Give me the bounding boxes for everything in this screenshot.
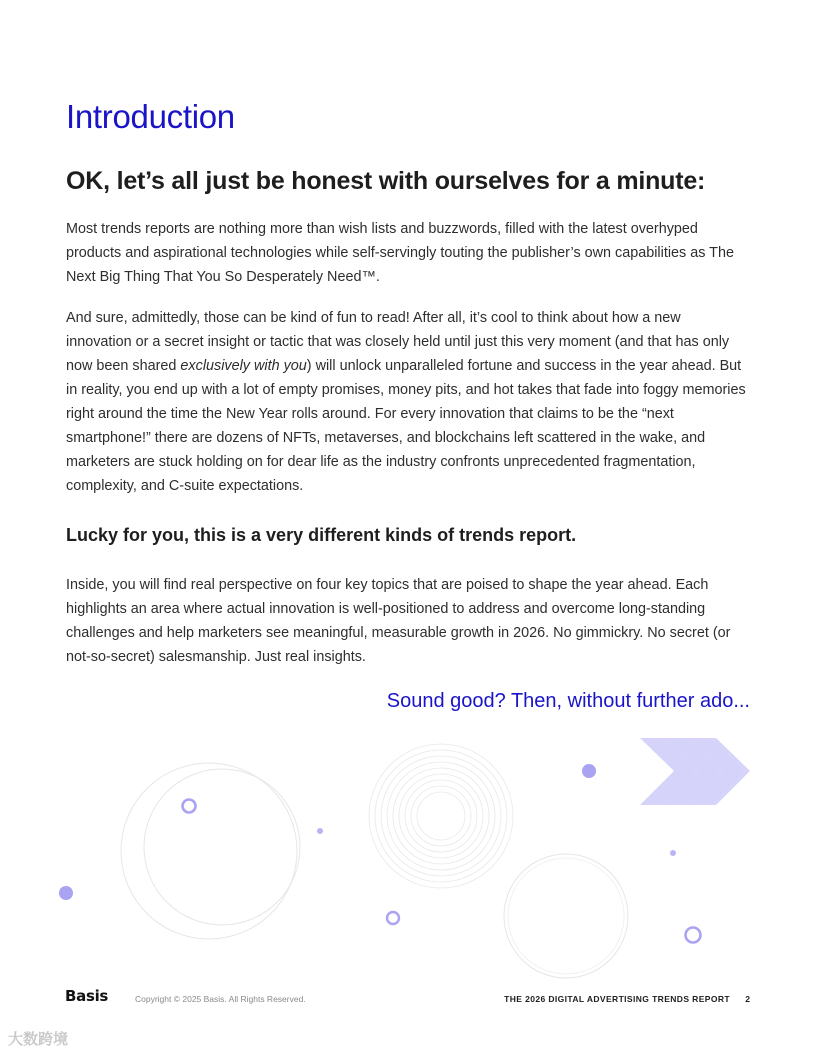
decor-ring-right: [504, 854, 628, 978]
page-number: 2: [745, 994, 750, 1004]
decor-chevrons: [640, 738, 750, 805]
decor-hollow-dot-2: [387, 912, 399, 924]
decor-ring-large-1: [121, 763, 297, 939]
cta-text: Sound good? Then, without further ado...: [386, 690, 750, 712]
decor-hollow-dot-1: [183, 800, 196, 813]
decor-ring-right-inner: [508, 858, 624, 974]
intro-subtitle: OK, let’s all just be honest with ourselves for a minute:: [66, 167, 706, 195]
paragraph-1: Most trends reports are nothing more than wish lists and buzzwords, filled with the latest overhyped products and aspirational technologies while self-servingly touting the publisher’s own capabilities as The Next Big Thing That You So Desperately Need™.: [66, 221, 734, 285]
paragraph-3: Inside, you will find real perspective on four key topics that are poised to shape the year ahead. Each highlights an area where actual innovation is well-positioned to address and overcome long-standing challenges and help marketers see meaningful, measurable growth in 2026. No gimmickry. No secret (or not-so-secret) salesmanship. Just real insights.: [66, 577, 731, 665]
decor-dot-2: [317, 828, 323, 834]
paragraph-2-part-b: ) will unlock unparalleled fortune and success in the year ahead. But in reality, you end up with a lot of empty promises, money pits, and hot takes that fade into foggy memories right around the time the New Year rolls around. For every innovation that claims to be the “next smartphone!” there are dozens of NFTs, metaverses, and blockchains left scattered in the wake, and marketers are stuck holding on for dear life as the industry confronts unprecedented fragmentation, complexity, and C-suite expectations.: [66, 358, 746, 494]
watermark: 大数跨境: [8, 1031, 69, 1048]
paragraph-2-emphasis: exclusively with you: [180, 358, 307, 374]
decor-dot-4: [582, 764, 596, 778]
basis-logo: Basis: [65, 987, 109, 1005]
copyright-text: Copyright © 2025 Basis. All Rights Reserved.: [135, 994, 306, 1004]
page-title: Introduction: [66, 98, 235, 135]
decor-dot-3: [59, 886, 73, 900]
decor-concentric-rings: [369, 744, 513, 888]
decor-dot-5: [670, 850, 676, 856]
decorative-graphics: [0, 720, 816, 990]
lucky-heading: Lucky for you, this is a very different kinds of trends report.: [66, 525, 577, 545]
report-title: THE 2026 DIGITAL ADVERTISING TRENDS REPORT: [504, 994, 730, 1004]
paragraph-2-part-a: And sure, admittedly, those can be kind of fun to read! After all, it’s cool to think about how a new innovation or a secret insight or tactic that was closely held until just this very moment (and that has only now been shared: [66, 310, 730, 374]
paragraph-2: [66, 306, 746, 498]
decor-ring-large-2: [144, 769, 300, 925]
decor-hollow-dot-3: [686, 928, 701, 943]
